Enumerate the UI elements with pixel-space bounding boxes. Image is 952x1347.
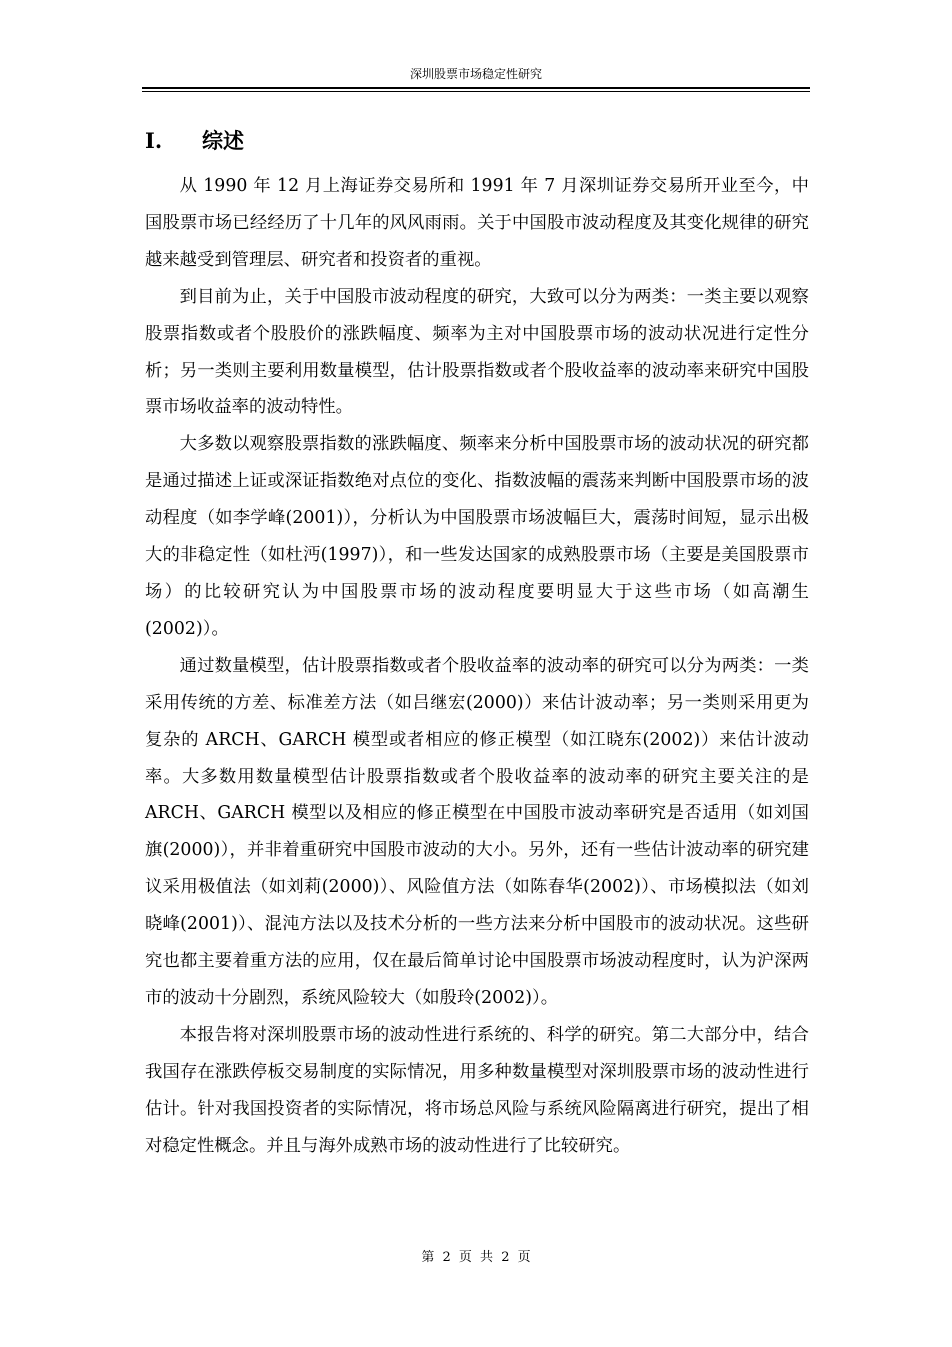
running-header: 深圳股票市场稳定性研究 xyxy=(409,67,542,81)
section-heading xyxy=(145,126,244,156)
section-title: 综述 xyxy=(202,128,244,153)
body-text xyxy=(145,168,809,1164)
paragraph-3: 大多数以观察股票指数的涨跌幅度、频率来分析中国股票市场的波动状况的研究都是通过描述上证或深证指数绝对点位的变化、指数波幅的震荡来判断中国股票市场的波动程度（如李学峰(2001)），分析认为中国股票市场波幅巨大，震荡时间短，显示出极大的非稳定性（如杜沔(1997)），和一些发达国家的成熟股票市场（主要是美国股票市场）的比较研究认为中国股票市场的波动程度要明显大于这些市场（如高潮生(2002)）。 xyxy=(145,434,809,639)
header-rule xyxy=(142,87,810,89)
section-number: I. xyxy=(145,128,163,153)
paragraph-1: 从 1990 年 12 月上海证券交易所和 1991 年 7 月深圳证券交易所开业至今，中国股票市场已经经历了十几年的风风雨雨。关于中国股市波动程度及其变化规律的研究越来越受到管理层、研究者和投资者的重视。 xyxy=(145,176,809,270)
page-footer: 第 2 页 共 2 页 xyxy=(421,1250,531,1265)
paragraph-2: 到目前为止，关于中国股市波动程度的研究，大致可以分为两类：一类主要以观察股票指数或者个股股价的涨跌幅度、频率为主对中国股票市场的波动状况进行定性分析；另一类则主要利用数量模型，估计股票指数或者个股收益率的波动率来研究中国股票市场收益率的波动特性。 xyxy=(145,286,809,418)
paragraph-4: 通过数量模型，估计股票指数或者个股收益率的波动率的研究可以分为两类：一类采用传统的方差、标准差方法（如吕继宏(2000)）来估计波动率；另一类则采用更为复杂的 ARCH、GARCH 模型或者相应的修正模型（如江晓东(2002)）来估计波动率。大多数用数量模型估计股票指数或者个股收益率的波动率的研究主要关注的是 ARCH、GARCH 模型以及相应的修正模型在中国股市波动率研究是否适用（如刘国旗(2000)），并非着重研究中国股市波动的大小。另外，还有一些估计波动率的研究建议采用极值法（如刘莉(2000)）、风险值方法（如陈春华(2002)）、市场模拟法（如刘晓峰(2001)）、混沌方法以及技术分析的一些方法来分析中国股市的波动状况。这些研究也都主要着重方法的应用，仅在最后简单讨论中国股票市场波动程度时，认为沪深两市的波动十分剧烈，系统风险较大（如殷玲(2002)）。 xyxy=(145,655,809,1008)
paragraph-5: 本报告将对深圳股票市场的波动性进行系统的、科学的研究。第二大部分中，结合我国存在涨跌停板交易制度的实际情况，用多种数量模型对深圳股票市场的波动性进行估计。针对我国投资者的实际情况，将市场总风险与系统风险隔离进行研究，提出了相对稳定性概念。并且与海外成熟市场的波动性进行了比较研究。 xyxy=(145,1024,809,1156)
header-rule-thin xyxy=(142,91,810,92)
